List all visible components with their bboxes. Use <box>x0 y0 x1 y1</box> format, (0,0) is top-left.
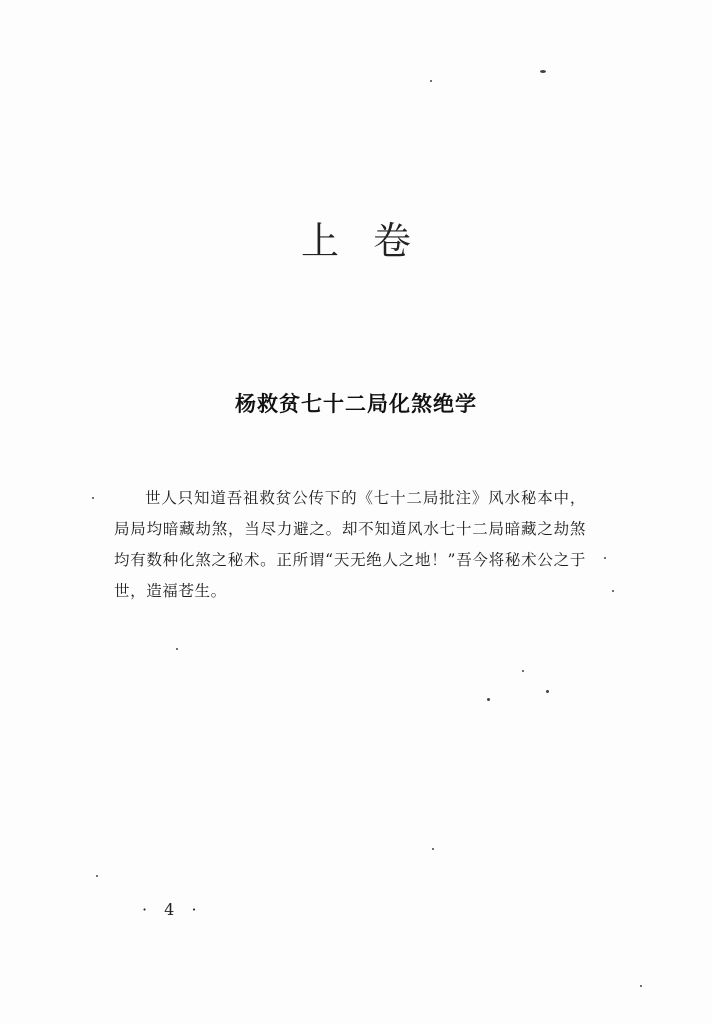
scan-speck <box>522 670 524 672</box>
volume-title: 上卷 <box>300 219 445 263</box>
section-title: 杨救贫七十二局化煞绝学 <box>235 392 477 416</box>
scan-speck <box>432 848 434 850</box>
scan-speck <box>640 985 642 987</box>
scan-speck <box>612 590 614 592</box>
page-number: · 4 · <box>142 900 203 919</box>
scan-speck <box>96 875 98 877</box>
scan-speck <box>604 557 606 559</box>
scan-speck <box>430 80 432 82</box>
scan-speck <box>540 70 546 73</box>
scan-speck <box>176 648 178 650</box>
scan-speck <box>92 497 94 499</box>
scan-speck <box>546 690 549 693</box>
scan-speck <box>487 698 490 701</box>
body-paragraph: 世人只知道吾祖救贫公传下的《七十二局批注》风水秘本中，局局均暗藏劫煞，当尽力避之。却不知道风水七十二局暗藏之劫煞均有数种化煞之秘术。正所谓“天无绝人之地！”吾今将秘术公之于世，造福苍生。 <box>114 489 586 600</box>
